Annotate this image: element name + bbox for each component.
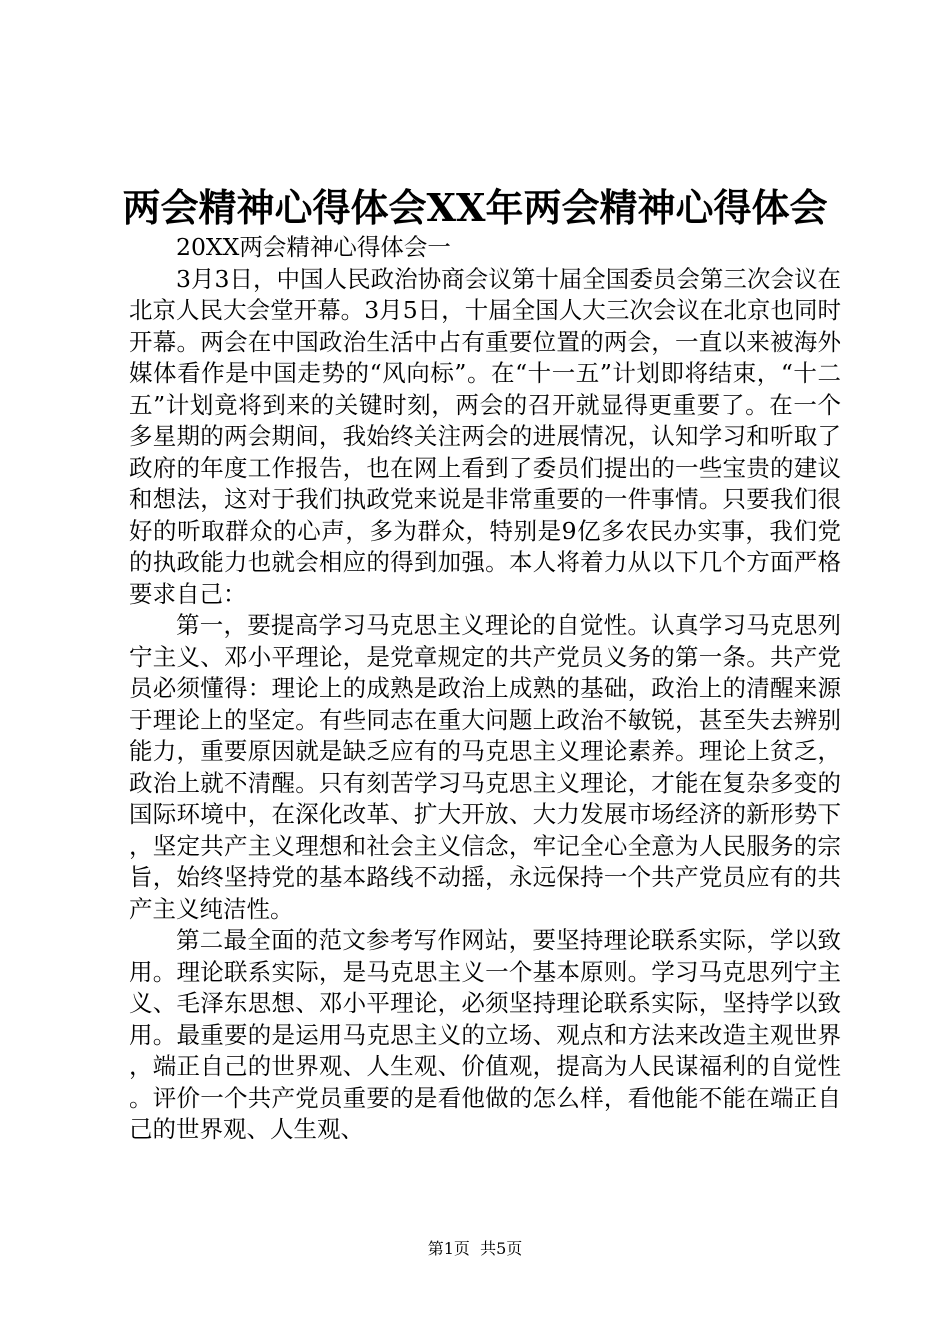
- document-subtitle: 20XX两会精神心得体会一: [176, 233, 451, 261]
- page-footer: [0, 1238, 950, 1260]
- document-body: [129, 232, 841, 1146]
- paragraph-first-point: 第一，要提高学习马克思主义理论的自觉性。认真学习马克思列宁主义、邓小平理论，是党章规定的共产党员义务的第一条。共产党员必须懂得：理论上的成熟是政治上成熟的基础，政治上的清醒来源于理论上的坚定。有些同志在重大问题上政治不敏锐，甚至失去辨别能力，重要原因就是缺乏应有的马克思主义理论素养。理论上贫乏，政治上就不清醒。只有刻苦学习马克思主义理论，才能在复杂多变的国际环境中，在深化改革、扩大开放、大力发展市场经济的新形势下，坚定共产主义理想和社会主义信念，牢记全心全意为人民服务的宗旨，始终坚持党的基本路线不动摇，永远保持一个共产党员应有的共产主义纯洁性。: [129, 611, 841, 923]
- paragraph-intro: 3月3日，中国人民政治协商会议第十届全国委员会第三次会议在北京人民大会堂开幕。3月5日，十届全国人大三次会议在北京也同时开幕。两会在中国政治生活中占有重要位置的两会，一直以来被海外媒体看作是中国走势的“风向标”。在“十一五”计划即将结束，“十二五”计划竟将到来的关键时刻，两会的召开就显得更重要了。在一个多星期的两会期间，我始终关注两会的进展情况，认知学习和听取了政府的年度工作报告，也在网上看到了委员们提出的一些宝贵的建议和想法，这对于我们执政党来说是非常重要的一件事情。只要我们很好的听取群众的心声，多为群众，特别是9亿多农民办实事，我们党的执政能力也就会相应的得到加强。本人将着力从以下几个方面严格要求自己：: [129, 264, 841, 608]
- document-title: 两会精神心得体会XX年两会精神心得体会: [122, 185, 828, 230]
- page-number-label: 第1页 共5页: [427, 1239, 523, 1258]
- paragraph-second-point: 第二最全面的范文参考写作网站，要坚持理论联系实际，学以致用。理论联系实际，是马克思主义一个基本原则。学习马克思列宁主义、毛泽东思想、邓小平理论，必须坚持理论联系实际，坚持学以致用。最重要的是运用马克思主义的立场、观点和方法来改造主观世界，端正自己的世界观、人生观、价值观，提高为人民谋福利的自觉性。评价一个共产党员重要的是看他做的怎么样，看他能不能在端正自己的世界观、人生观、: [129, 926, 841, 1143]
